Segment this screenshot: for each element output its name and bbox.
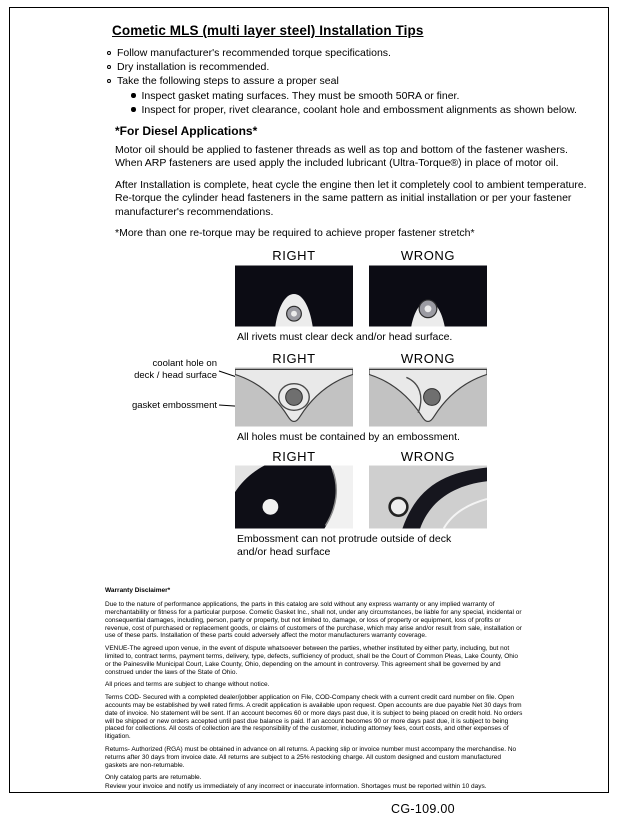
warranty-disclaimer-heading: Warranty Disclaimer* bbox=[105, 587, 171, 595]
filled-bullet-icon bbox=[131, 93, 136, 98]
sub-list-item bbox=[105, 89, 578, 103]
wrong-label: WRONG bbox=[400, 248, 456, 264]
warranty-disclaimer-section bbox=[105, 587, 525, 791]
coolant-hole-wrong-diagram bbox=[369, 367, 487, 427]
tip-text: Inspect gasket mating surfaces. They must be smooth 50RA or finer. bbox=[141, 89, 460, 102]
coolant-hole-wrong-illustration bbox=[369, 367, 487, 427]
legal-paragraph: All prices and terms are subject to change without notice. bbox=[105, 681, 270, 689]
rivet-clearance-wrong-illustration bbox=[369, 265, 487, 327]
embossment-protrusion-wrong-illustration bbox=[369, 465, 487, 529]
callout-text: deck / head surface bbox=[134, 369, 217, 381]
installation-tips-list bbox=[105, 46, 578, 117]
legal-paragraph: Only catalog parts are returnable. bbox=[105, 774, 202, 782]
open-bullet-icon bbox=[107, 65, 111, 69]
rivet-clearance-wrong-diagram bbox=[369, 265, 487, 327]
wrong-label: WRONG bbox=[400, 449, 456, 465]
rivet-clearance-right-illustration bbox=[235, 265, 353, 327]
diagram-section bbox=[105, 245, 578, 563]
coolant-hole-right-illustration bbox=[235, 367, 353, 427]
legal-paragraph: Terms COD- Secured with a completed dealer/jobber application on File, COD-Company check with a current credit card number on file. Open accounts may be established by well rated firms. A credit application is available upon request. Open accounts are due payable Net 30 days from date of invoice. No statement will be sent. If an account becomes 60 or more days past due, it is subject to being placed on credit hold. No orders will be shipped or new orders accepted until past due balance is paid. If an account becomes 90 or more days past due, it is subject to being placed for collections. All costs of collection are the responsibility of the customer, including attorney fees, court costs, and other expenses of litigation. bbox=[105, 694, 523, 741]
right-label: RIGHT bbox=[272, 351, 316, 367]
wrong-label: WRONG bbox=[400, 351, 456, 367]
gasket-embossment-callout: gasket embossment bbox=[131, 400, 217, 412]
coolant-hole-right-diagram bbox=[235, 367, 353, 427]
list-item bbox=[105, 74, 578, 88]
rivet-clearance-caption: All rivets must clear deck and/or head surface. bbox=[237, 331, 453, 344]
tip-text: Inspect for proper, rivet clearance, coolant hole and embossment alignments as shown below. bbox=[141, 103, 577, 116]
embossment-protrusion-right-illustration bbox=[235, 465, 353, 529]
right-label: RIGHT bbox=[272, 449, 316, 465]
tip-text: Take the following steps to assure a proper seal bbox=[117, 75, 339, 88]
embossment-protrusion-right-diagram bbox=[235, 465, 353, 529]
legal-paragraph: Returns- Authorized (RGA) must be obtained in advance on all returns. A packing slip or invoice number must accompany the merchandise. No returns after 30 days from invoice date. All returns are subject to a 25% restocking charge. All custom designed and custom manufactured gaskets are non-returnable. bbox=[105, 746, 517, 769]
embossment-protrusion-caption bbox=[237, 533, 451, 558]
right-label: RIGHT bbox=[272, 248, 316, 264]
page-title: Cometic MLS (multi layer steel) Installation Tips bbox=[112, 23, 424, 38]
diesel-paragraph-1: Motor oil should be applied to fastener threads as well as top and bottom of the fastener washers. When ARP fasteners are used apply the included lubricant (Ultra-Torque®) in place of motor oil. bbox=[115, 143, 568, 170]
tip-text: Dry installation is recommended. bbox=[117, 61, 270, 74]
filled-bullet-icon bbox=[131, 107, 136, 112]
caption-line: and/or head surface bbox=[237, 546, 331, 559]
caption-line: Embossment can not protrude outside of deck bbox=[237, 533, 452, 546]
open-bullet-icon bbox=[107, 51, 111, 55]
tip-text: Follow manufacturer's recommended torque specifications. bbox=[117, 47, 391, 59]
page-content bbox=[10, 8, 608, 816]
legal-paragraph: Review your invoice and notify us immediately of any incorrect or inaccurate information. Shortages must be reported within 10 days. bbox=[105, 783, 487, 791]
diesel-paragraph-2: After Installation is complete, heat cycle the engine then let it completely cool to ambient temperature. Re-torque the cylinder head fasteners in the same pattern as initial installation or per your fastener manufacturer's recommendations. bbox=[115, 178, 587, 218]
catalog-page-code: CG-109.00 bbox=[391, 802, 455, 816]
open-bullet-icon bbox=[107, 79, 111, 83]
retorque-note: *More than one re-torque may be required to achieve proper fastener stretch* bbox=[115, 227, 475, 240]
callout-text: coolant hole on bbox=[152, 358, 217, 370]
list-item bbox=[105, 60, 578, 74]
embossment-protrusion-wrong-diagram bbox=[369, 465, 487, 529]
list-item bbox=[105, 46, 578, 60]
sub-list-item bbox=[105, 103, 578, 117]
embossment-containment-caption: All holes must be contained by an embossment. bbox=[237, 431, 460, 444]
page-border bbox=[9, 7, 609, 816]
rivet-clearance-right-diagram bbox=[235, 265, 353, 327]
coolant-hole-callout bbox=[105, 358, 217, 380]
legal-paragraph: VENUE-The agreed upon venue, in the event of dispute whatsoever between the parties, whether instituted by either party, including, but not limited to, contract terms, payment terms, delivery, type, defects, sufficiency of product, shall be the Court of Common Pleas, Lake County, Ohio or the Painesville Municipal Court, Lake County, Ohio, depending on the amount in controversy. This agreement shall be governed by and construed under the laws of the State of Ohio. bbox=[105, 645, 518, 676]
legal-paragraph: Due to the nature of performance applications, the parts in this catalog are sold without any express warranty or any implied warranty of merchantability or fitness for a particular purpose. Cometic Gasket Inc., shall not, under any circumstances, be liable for any special, incidental or consequential damages, including, person, party or property, but not limited to, damage, or loss of property or equipment, loss of profits or revenue, cost of purchased or replacement goods, or claims of customers of the purchase, which may arise and/or result from sale, installation or use of these parts. Installation of these parts could adversely affect the motor manufacturers warranty coverage. bbox=[105, 601, 522, 640]
diesel-applications-heading: *For Diesel Applications* bbox=[115, 123, 258, 138]
